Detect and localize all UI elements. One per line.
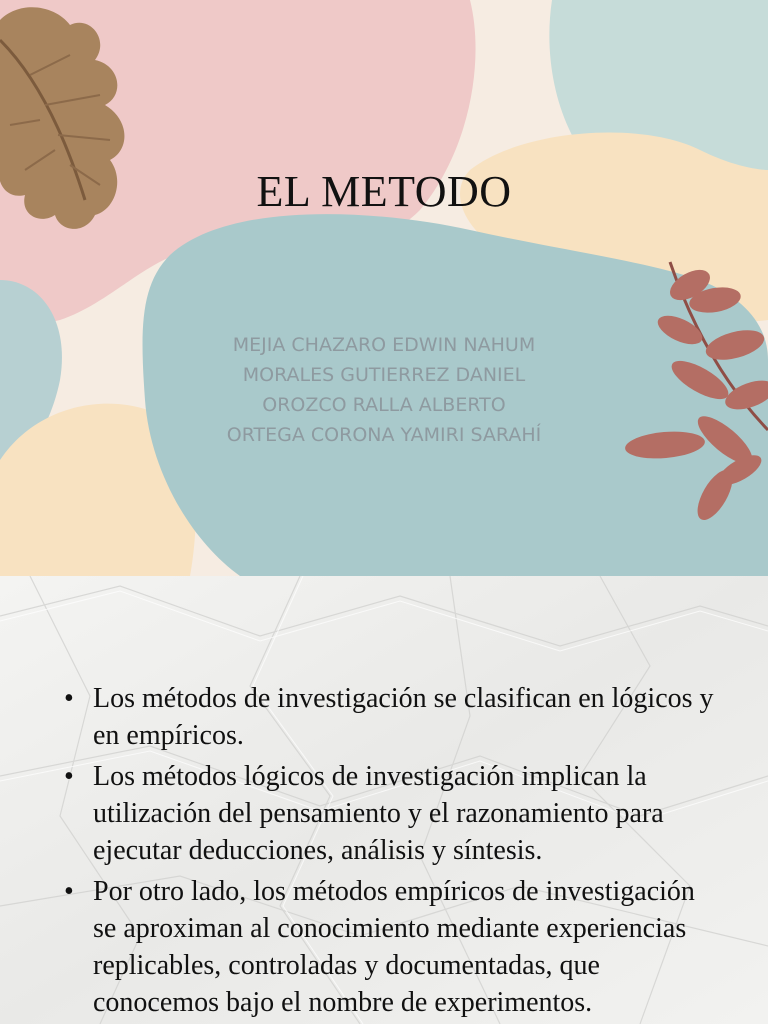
list-item bbox=[62, 873, 722, 1021]
bullet-icon: • bbox=[64, 683, 74, 714]
bullet-text: Los métodos de investigación se clasifican en lógicos y en empíricos. bbox=[93, 683, 714, 751]
bullet-text: Por otro lado, los métodos empíricos de investigación se aproximan al conocimiento mediante experiencias replicables, controladas y documentadas, que conocemos bajo el nombre de experimentos. bbox=[93, 876, 695, 1018]
bullet-list bbox=[62, 680, 722, 1024]
bullet-icon: • bbox=[64, 761, 74, 792]
bullet-text: Los métodos lógicos de investigación implican la utilización del pensamiento y el razonamiento para ejecutar deducciones, análisis y síntesis. bbox=[93, 761, 664, 866]
author-name: MEJIA CHAZARO EDWIN NAHUM bbox=[232, 334, 536, 356]
author-name: OROZCO RALLA ALBERTO bbox=[262, 394, 506, 416]
author-name: ORTEGA CORONA YAMIRI SARAHÍ bbox=[226, 424, 542, 446]
author-name: MORALES GUTIERREZ DANIEL bbox=[242, 364, 526, 386]
content-slide bbox=[0, 576, 768, 1024]
slide-title: EL METODO bbox=[256, 167, 512, 216]
list-item bbox=[62, 758, 722, 869]
author-list bbox=[0, 330, 768, 450]
bullet-icon: • bbox=[64, 876, 74, 907]
list-item bbox=[62, 680, 722, 754]
